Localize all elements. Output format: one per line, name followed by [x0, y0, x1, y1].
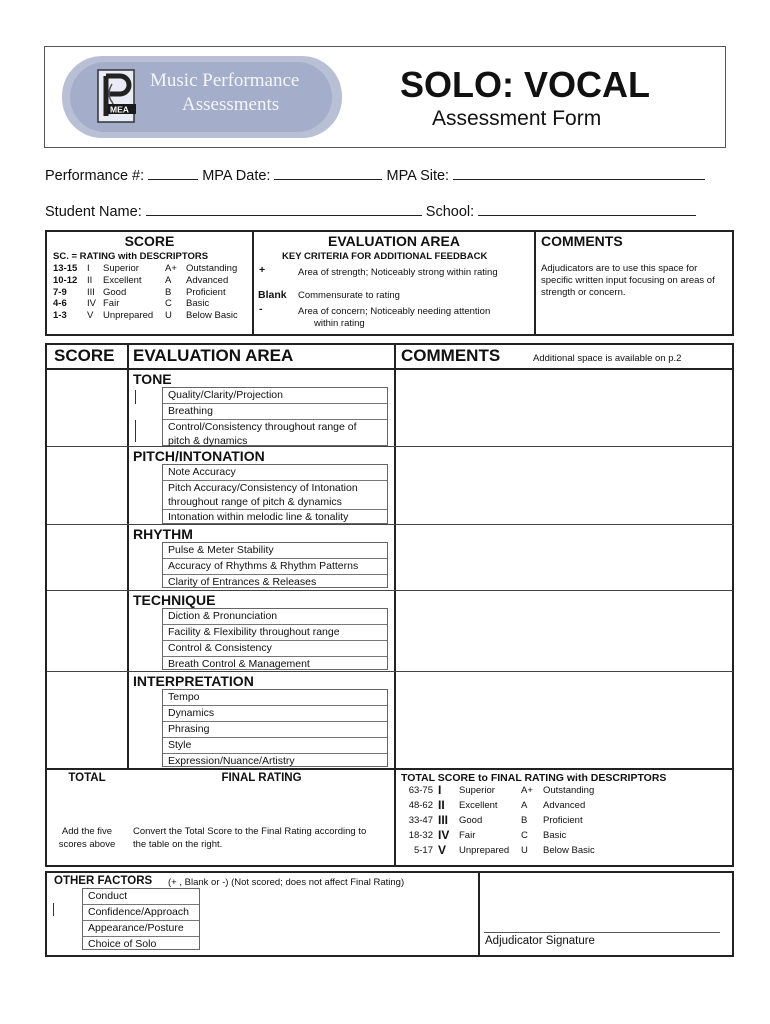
- key-divider-2: [534, 230, 536, 336]
- conversion-cell-range: 18-32: [408, 830, 433, 841]
- section-title-interpretation: INTERPRETATION: [133, 673, 254, 689]
- key-cell-grade: A: [165, 274, 172, 286]
- performance-row: [45, 165, 705, 184]
- form-subtitle: Assessment Form: [432, 107, 602, 130]
- criterion-item[interactable]: Expression/Nuance/Artistry: [168, 755, 295, 767]
- criterion-item: pitch & dynamics: [168, 435, 248, 447]
- key-cell-grade: B: [165, 286, 172, 298]
- additional-space-note: Additional space is available on p.2: [533, 353, 682, 364]
- mpa-site-label: MPA Site:: [386, 168, 450, 184]
- conversion-cell-num: V: [438, 843, 447, 857]
- criterion-item[interactable]: Quality/Clarity/Projection: [163, 388, 387, 404]
- conversion-row: [401, 830, 701, 844]
- key-cell-g_desc: Below Basic: [186, 310, 238, 322]
- conversion-cell-grade: U: [521, 845, 528, 856]
- signature-label: Adjudicator Signature: [485, 935, 595, 947]
- main-score-head: SCORE: [54, 346, 115, 365]
- technique-score-cell[interactable]: [47, 591, 127, 671]
- conversion-cell-range: 63-75: [408, 785, 433, 796]
- key-score-head: SCORE: [124, 233, 175, 249]
- main-eval-head: EVALUATION AREA: [133, 346, 294, 365]
- key-score-row: [53, 263, 253, 275]
- key-cell-sc: 7-9: [53, 286, 67, 298]
- criterion-item[interactable]: Intonation within melodic line & tonality: [168, 511, 349, 523]
- conversion-cell-desc: Superior: [459, 785, 495, 796]
- school-label: School:: [425, 204, 475, 220]
- key-cell-sc: 1-3: [53, 310, 67, 322]
- key-blank-symbol: Blank: [258, 289, 287, 301]
- criterion-item[interactable]: Breath Control & Management: [168, 658, 310, 670]
- key-blank-text: Commensurate to rating: [298, 290, 400, 301]
- school-field[interactable]: [478, 201, 696, 216]
- key-cell-sc: 4-6: [53, 298, 67, 310]
- key-cell-desc: Good: [103, 286, 127, 298]
- conversion-cell-grade: C: [521, 830, 528, 841]
- score-divider: [127, 343, 129, 770]
- key-cell-num: III: [87, 286, 95, 298]
- logo-line-1: Music Performance: [150, 70, 300, 91]
- interpretation-criteria: [162, 689, 388, 767]
- conversion-cell-desc: Excellent: [459, 800, 498, 811]
- section-title-rhythm: RHYTHM: [133, 526, 193, 542]
- key-cell-grade: A+: [165, 263, 177, 274]
- student-label: Student Name:: [45, 204, 142, 220]
- key-cell-num: II: [87, 274, 93, 286]
- key-comments-text-3: strength or concern.: [541, 287, 626, 298]
- conversion-cell-g_desc: Basic: [543, 830, 567, 841]
- pitch-score-cell[interactable]: [47, 447, 127, 524]
- key-cell-sc: 10-12: [53, 274, 78, 286]
- key-score-row: [53, 275, 253, 287]
- logo-line-2: Assessments: [182, 94, 280, 115]
- other-factor-item[interactable]: Appearance/Posture: [83, 921, 199, 937]
- key-score-row: [53, 298, 253, 310]
- other-factors-head: OTHER FACTORS: [54, 875, 153, 887]
- criterion-item[interactable]: Note Accuracy: [163, 465, 387, 481]
- total-rule: [45, 768, 734, 770]
- technique-criteria: [162, 608, 388, 670]
- convert-text-1: Convert the Total Score to the Final Rating according to: [133, 826, 367, 837]
- key-score-row: [53, 310, 253, 322]
- key-cell-num: I: [87, 263, 90, 274]
- other-factors-note: (+ , Blank or -) (Not scored; does not affect Final Rating): [168, 877, 405, 888]
- conversion-cell-grade: A+: [521, 785, 533, 796]
- criterion-item[interactable]: Tempo: [163, 690, 387, 706]
- criterion-item[interactable]: Pitch Accuracy/Consistency of Intonation: [168, 482, 358, 494]
- conversion-cell-num: III: [438, 813, 449, 827]
- performance-label: Performance #:: [45, 168, 145, 184]
- criterion-item[interactable]: Dynamics: [163, 706, 387, 722]
- mark-box-edge: [53, 903, 54, 916]
- other-factor-item[interactable]: Conduct: [83, 889, 199, 905]
- interpretation-score-cell[interactable]: [47, 672, 127, 768]
- mark-box-edge: [135, 390, 136, 404]
- rhythm-score-cell[interactable]: [47, 525, 127, 590]
- music-logo-icon: [92, 64, 140, 128]
- conversion-cell-g_desc: Below Basic: [543, 845, 595, 856]
- conversion-table-head: TOTAL SCORE to FINAL RATING with DESCRIPTORS: [401, 772, 667, 784]
- criterion-item[interactable]: Clarity of Entrances & Releases: [168, 576, 317, 588]
- key-plus-text: Area of strength; Noticeably strong within rating: [298, 267, 498, 278]
- key-cell-sc: 13-15: [53, 263, 78, 274]
- key-minus-symbol: -: [259, 303, 263, 315]
- section-title-tone: TONE: [133, 371, 172, 387]
- add-text-2: scores above: [58, 839, 116, 850]
- conversion-cell-range: 33-47: [408, 815, 433, 826]
- convert-text-2: the table on the right.: [133, 839, 223, 850]
- key-cell-desc: Unprepared: [103, 310, 154, 322]
- criterion-item[interactable]: Pulse & Meter Stability: [163, 543, 387, 559]
- conversion-cell-grade: B: [521, 815, 528, 826]
- conversion-cell-num: IV: [438, 828, 450, 842]
- key-cell-num: V: [87, 310, 94, 322]
- criterion-item[interactable]: Style: [163, 738, 387, 754]
- final-rating-head: FINAL RATING: [221, 772, 302, 784]
- key-cell-desc: Fair: [103, 298, 120, 310]
- key-cell-g_desc: Proficient: [186, 286, 226, 298]
- student-field[interactable]: [146, 201, 422, 216]
- logo-mark-text: MEA: [110, 104, 129, 115]
- key-eval-sub: KEY CRITERIA FOR ADDITIONAL FEEDBACK: [282, 251, 488, 262]
- key-cell-grade: U: [165, 310, 172, 322]
- key-score-row: [53, 287, 253, 299]
- conversion-cell-desc: Fair: [459, 830, 476, 841]
- section-title-pitch: PITCH/INTONATION: [133, 448, 265, 464]
- criterion-item[interactable]: Accuracy of Rhythms & Rhythm Patterns: [163, 559, 387, 575]
- mpa-date-field[interactable]: [274, 165, 382, 180]
- section-title-technique: TECHNIQUE: [133, 592, 216, 608]
- tone-score-cell[interactable]: [47, 370, 127, 446]
- conversion-cell-grade: A: [521, 800, 528, 811]
- main-comments-head: COMMENTS: [401, 346, 501, 365]
- key-plus-symbol: +: [259, 264, 266, 276]
- criterion-item[interactable]: Phrasing: [163, 722, 387, 738]
- conversion-cell-g_desc: Outstanding: [543, 785, 595, 796]
- form-title: SOLO: VOCAL: [400, 64, 650, 105]
- mark-box-edge: [135, 420, 136, 442]
- conversion-cell-num: I: [438, 783, 442, 797]
- rhythm-criteria: [162, 542, 388, 588]
- conversion-row: [401, 845, 701, 859]
- criterion-item[interactable]: Facility & Flexibility throughout range: [163, 625, 387, 641]
- key-eval-head: EVALUATION AREA: [328, 233, 460, 249]
- key-cell-num: IV: [87, 298, 96, 310]
- key-comments-head: COMMENTS: [541, 233, 623, 249]
- criterion-item[interactable]: Diction & Pronunciation: [163, 609, 387, 625]
- performance-field[interactable]: [148, 165, 198, 180]
- conversion-row: [401, 800, 701, 814]
- criterion-item[interactable]: Control/Consistency throughout range of: [168, 421, 357, 433]
- conversion-cell-range: 48-62: [408, 800, 433, 811]
- mpa-date-label: MPA Date:: [202, 168, 271, 184]
- student-row: [45, 201, 696, 220]
- key-minus-text-2: within rating: [314, 318, 365, 329]
- mpa-site-field[interactable]: [453, 165, 705, 180]
- conversion-cell-g_desc: Advanced: [543, 800, 586, 811]
- conversion-cell-range: 5-17: [413, 845, 433, 856]
- conversion-row: [401, 815, 701, 829]
- key-comments-text-1: Adjudicators are to use this space for: [541, 263, 698, 274]
- other-factors-list: [82, 888, 200, 950]
- pitch-criteria: [162, 464, 388, 524]
- other-factor-item[interactable]: Confidence/Approach: [83, 905, 199, 921]
- tone-criteria: [162, 387, 388, 446]
- conversion-row: [401, 785, 701, 799]
- add-text-1: Add the five: [61, 826, 113, 837]
- other-divider: [478, 871, 480, 957]
- key-cell-desc: Excellent: [103, 274, 142, 286]
- comments-area[interactable]: [396, 370, 732, 768]
- conversion-cell-desc: Unprepared: [459, 845, 510, 856]
- key-comments-text-2: specific written input focusing on areas of: [541, 275, 715, 286]
- key-cell-g_desc: Advanced: [186, 274, 229, 286]
- conversion-cell-num: II: [438, 798, 445, 812]
- key-score-sub: SC. = RATING with DESCRIPTORS: [53, 251, 209, 262]
- key-cell-g_desc: Basic: [186, 298, 210, 310]
- key-cell-grade: C: [165, 298, 172, 310]
- criterion-item[interactable]: Breathing: [163, 404, 387, 420]
- signature-line[interactable]: [484, 932, 720, 933]
- criterion-item[interactable]: Control & Consistency: [163, 641, 387, 657]
- criterion-item: throughout range of pitch & dynamics: [163, 496, 387, 510]
- total-head: TOTAL: [68, 772, 106, 784]
- other-factor-item[interactable]: Choice of Solo: [88, 938, 157, 950]
- key-cell-g_desc: Outstanding: [186, 263, 238, 274]
- conversion-cell-desc: Good: [459, 815, 483, 826]
- key-cell-desc: Superior: [103, 263, 139, 274]
- key-minus-text-1: Area of concern; Noticeably needing attention: [298, 306, 491, 317]
- conversion-cell-g_desc: Proficient: [543, 815, 583, 826]
